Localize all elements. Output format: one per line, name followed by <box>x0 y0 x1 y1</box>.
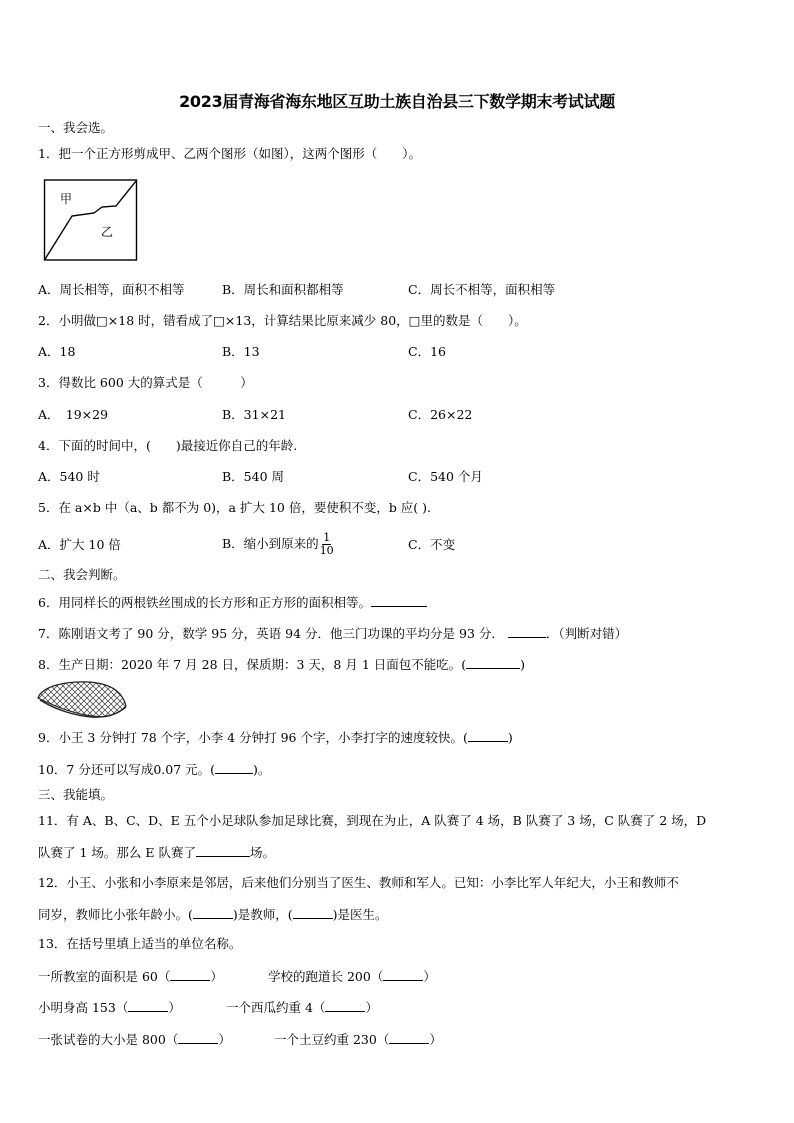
answer-blank[interactable] <box>371 594 427 607</box>
question-7-text <box>38 625 627 642</box>
q4-option-b: B．540 周 <box>222 469 285 484</box>
q13-item-classroom-area <box>38 968 223 985</box>
question-10-tail: )。 <box>253 762 271 777</box>
q13-item-label: 小明身高 153（ <box>38 1000 129 1015</box>
q13-item-watermelon-weight <box>226 999 378 1016</box>
q5-option-c: C．不变 <box>408 537 456 552</box>
answer-blank[interactable] <box>468 729 508 742</box>
answer-blank[interactable] <box>178 1031 218 1044</box>
question-12-line-1: 12．小王、小张和小李原来是邻居，后来他们分别当了医生、教师和军人。已知：小李比军人年纪大，小王和教师不 <box>38 875 679 890</box>
question-11-tail: 场。 <box>249 845 275 860</box>
q13-close-paren: ） <box>218 1032 231 1047</box>
section-heading-1: 一、我会选。 <box>38 120 114 135</box>
bread-illustration <box>36 680 128 720</box>
q4-option-a: A．540 时 <box>38 469 100 484</box>
q13-item-label: 一个西瓜约重 4（ <box>226 1000 326 1015</box>
question-5-text: 5．在 a×b 中（a、b 都不为 0)，a 扩大 10 倍，要使积不变，b 应( ). <box>38 500 432 515</box>
answer-blank[interactable] <box>128 999 168 1012</box>
answer-blank[interactable] <box>466 656 520 669</box>
question-12-label: 同岁，教师比小张年龄小。( <box>38 907 193 922</box>
q13-item-potato-weight <box>274 1031 442 1048</box>
fraction-numerator: 1 <box>323 531 331 544</box>
q2-option-b: B．13 <box>222 344 260 359</box>
q13-close-paren: ） <box>365 1000 378 1015</box>
question-6-text <box>38 594 427 611</box>
question-6-label: 6．用同样长的两根铁丝围成的长方形和正方形的面积相等。 <box>38 595 371 610</box>
q2-option-a: A．18 <box>38 344 76 359</box>
question-11-line-2 <box>38 844 275 861</box>
q1-option-c: C．周长不相等，面积相等 <box>408 282 556 297</box>
q2-option-c: C．16 <box>408 344 446 359</box>
q13-item-paper-size <box>38 1031 231 1048</box>
question-9-tail: ) <box>507 730 513 745</box>
q13-item-label: 学校的跑道长 200（ <box>268 969 384 984</box>
answer-blank[interactable] <box>170 968 210 981</box>
q3-option-c: C．26×22 <box>408 407 473 422</box>
answer-blank[interactable] <box>383 968 423 981</box>
q13-item-height <box>38 999 181 1016</box>
answer-blank[interactable] <box>196 844 250 857</box>
question-4-text: 4．下面的时间中，( )最接近你自己的年龄. <box>38 438 298 453</box>
q13-item-label: 一张试卷的大小是 800（ <box>38 1032 179 1047</box>
answer-blank[interactable] <box>389 1031 429 1044</box>
question-10-text <box>38 761 270 778</box>
question-8-tail: ) <box>520 657 526 672</box>
figure-label-yi: 乙 <box>101 225 114 239</box>
answer-blank[interactable] <box>193 906 233 919</box>
section-heading-2: 二、我会判断。 <box>38 567 126 582</box>
question-13-text: 13．在括号里填上适当的单位名称。 <box>38 936 242 951</box>
answer-blank[interactable] <box>293 906 333 919</box>
question-12-tail: )是医生。 <box>332 907 388 922</box>
question-7-label: 7．陈刚语文考了 90 分，数学 95 分，英语 94 分．他三门功课的平均分是 93 分． <box>38 626 504 641</box>
fraction-one-tenth <box>320 532 334 557</box>
question-2-text: 2．小明做□×18 时，错看成了□×13，计算结果比原来减少 80，□里的数是（ ）。 <box>38 313 527 328</box>
q3-option-a: A． 19×29 <box>38 407 109 422</box>
question-8-label: 8．生产日期：2020 年 7 月 28 日，保质期：3 天，8 月 1 日面包不能吃。( <box>38 657 467 672</box>
answer-blank[interactable] <box>325 999 365 1012</box>
q1-option-b: B．周长和面积都相等 <box>222 282 344 297</box>
question-12-mid: )是教师，( <box>232 907 293 922</box>
q3-option-b: B．31×21 <box>222 407 286 422</box>
q13-item-label: 一个土豆约重 230（ <box>274 1032 390 1047</box>
question-3-text: 3．得数比 600 大的算式是（ ） <box>38 375 253 390</box>
answer-blank[interactable] <box>508 625 546 638</box>
question-11-label: 队赛了 1 场。那么 E 队赛了 <box>38 845 196 860</box>
q13-item-track-length <box>268 968 436 985</box>
question-9-text <box>38 729 513 746</box>
q13-close-paren: ） <box>429 1032 442 1047</box>
question-1-text: 1．把一个正方形剪成甲、乙两个图形（如图），这两个图形（ ）。 <box>38 146 421 161</box>
q1-option-a: A．周长相等，面积不相等 <box>38 282 185 297</box>
question-12-line-2 <box>38 906 388 923</box>
q4-option-c: C．540 个月 <box>408 469 483 484</box>
question-8-text <box>38 656 525 673</box>
q5-option-a: A．扩大 10 倍 <box>38 537 121 552</box>
q13-item-label: 一所教室的面积是 60（ <box>38 969 171 984</box>
square-cut-figure <box>44 178 138 262</box>
exam-title: 2023届青海省海东地区互助土族自治县三下数学期末考试试题 <box>179 92 615 111</box>
fraction-denominator: 10 <box>319 544 334 557</box>
q13-close-paren: ） <box>423 969 436 984</box>
q13-close-paren: ） <box>168 1000 181 1015</box>
question-11-line-1: 11．有 A、B、C、D、E 五个小足球队参加足球比赛，到现在为止，A 队赛了 4 场，B 队赛了 3 场，C 队赛了 2 场，D <box>38 813 707 828</box>
figure-label-jia: 甲 <box>60 192 73 206</box>
answer-blank[interactable] <box>215 761 253 774</box>
q5-option-b-label: B．缩小到原来的 <box>222 536 319 551</box>
section-heading-3: 三、我能填。 <box>38 787 114 802</box>
question-7-tail: ．（判断对错） <box>545 626 628 641</box>
q13-close-paren: ） <box>210 969 223 984</box>
question-10-label: 10．7 分还可以写成0.07 元。( <box>38 762 216 777</box>
question-9-label: 9．小王 3 分钟打 78 个字，小李 4 分钟打 96 个字，小李打字的速度较快。( <box>38 730 468 745</box>
q5-option-b <box>222 530 335 558</box>
